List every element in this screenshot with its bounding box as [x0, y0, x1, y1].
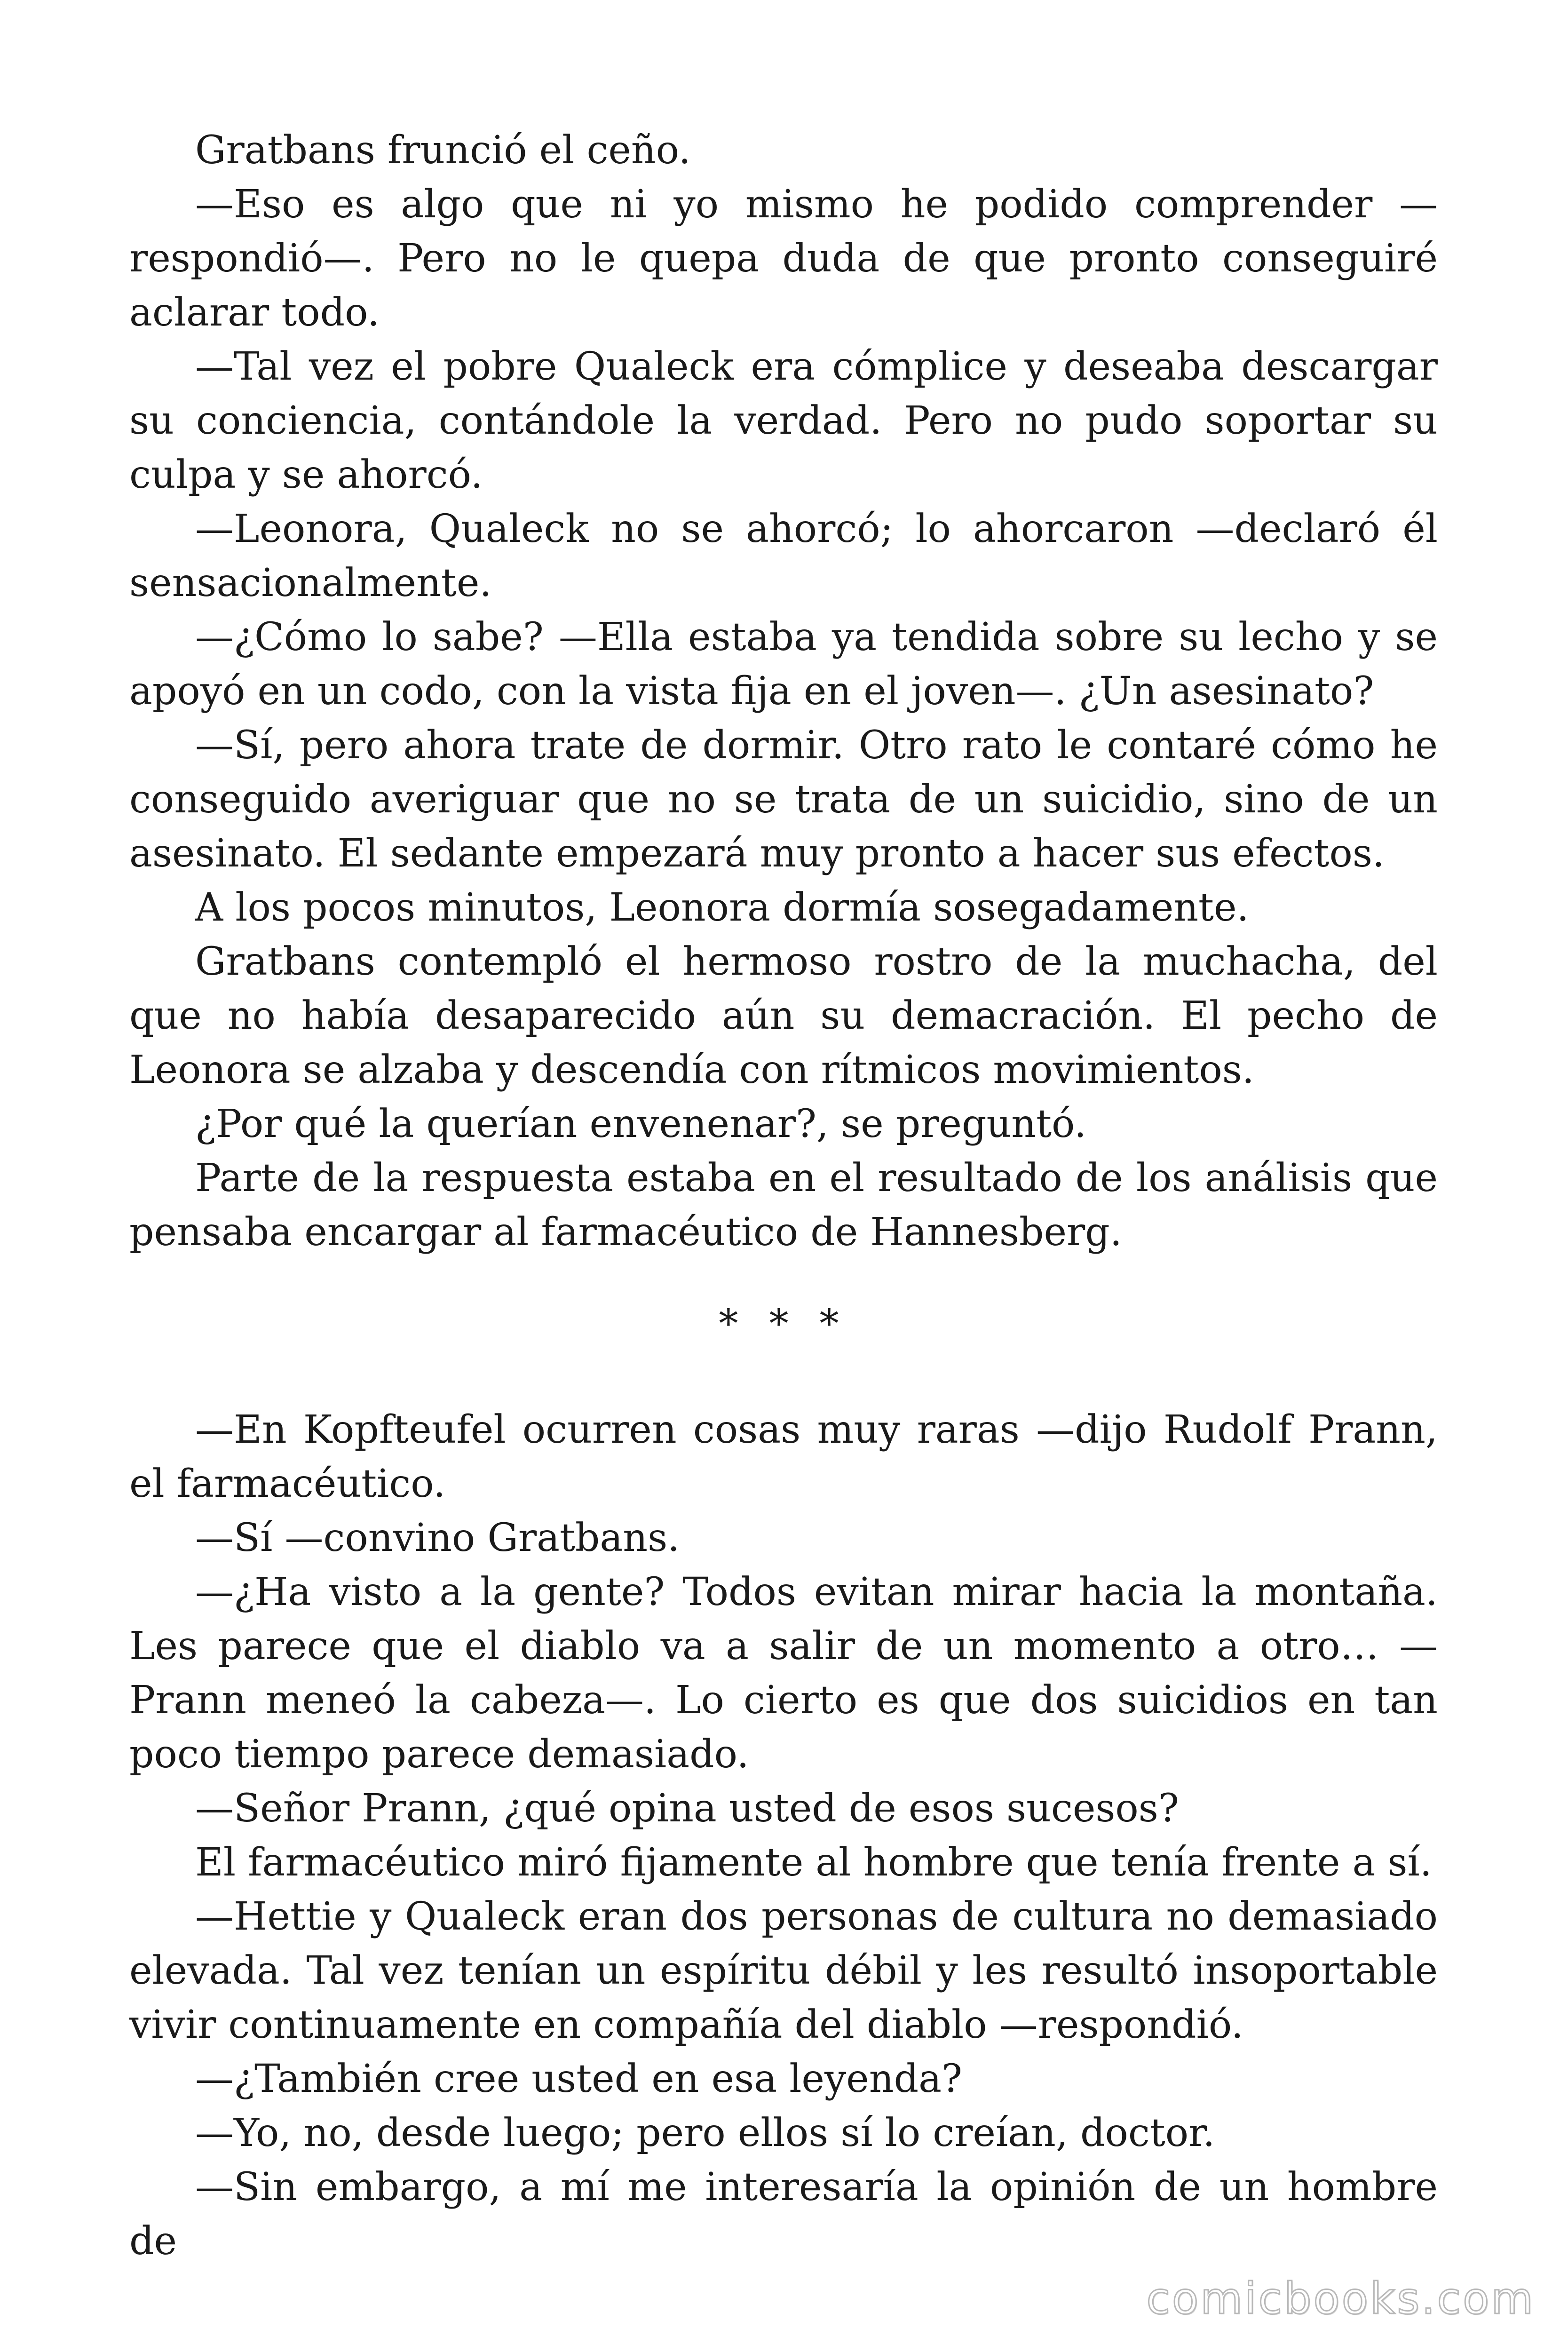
paragraph: —Eso es algo que ni yo mismo he podido comprender —respondió—. Pero no le quepa duda de que pronto conseguiré aclarar todo. — [129, 182, 1438, 335]
paragraph: Gratbans contempló el hermoso rostro de la muchacha, del que no había desaparecido aún su demacración. El pecho de Leonora se alzaba y descendía con rítmicos movimientos. — [129, 939, 1438, 1092]
watermark: comicbooks.com — [1146, 2273, 1535, 2324]
paragraph: —Yo, no, desde luego; pero ellos sí lo creían, doctor. — [195, 2111, 1215, 2155]
section-break: * * * — [719, 1302, 848, 1346]
paragraph: —Leonora, Qualeck no se ahorcó; lo ahorcaron —declaró él sensacionalmente. — [129, 507, 1438, 605]
paragraph: —Sí —convino Gratbans. — [195, 1516, 680, 1560]
paragraph: —Sin embargo, a mí me interesaría la opinión de un hombre de — [129, 2165, 1438, 2264]
book-page — [129, 123, 1438, 2268]
paragraph: —Tal vez el pobre Qualeck era cómplice y deseaba descargar su conciencia, contándole la verdad. Pero no pudo soportar su culpa y se ahorcó. — [129, 344, 1438, 497]
paragraph: Gratbans frunció el ceño. — [195, 128, 691, 173]
paragraph: —Hettie y Qualeck eran dos personas de cultura no demasiado elevada. Tal vez tenían un espíritu débil y les resultó insoportable vivir continuamente en compañía del diablo —respondió. — [129, 1894, 1438, 2047]
paragraph: —Sí, pero ahora trate de dormir. Otro rato le contaré cómo he conseguido averiguar que no se trata de un suicidio, sino de un asesinato. El sedante empezará muy pronto a hacer sus efectos. — [129, 723, 1438, 876]
paragraph: Parte de la respuesta estaba en el resultado de los análisis que pensaba encargar al farmacéutico de Hannesberg. — [129, 1156, 1438, 1255]
paragraph: —¿También cree usted en esa leyenda? — [195, 2057, 962, 2101]
paragraph: —¿Ha visto a la gente? Todos evitan mirar hacia la montaña. Les parece que el diablo va a salir de un momento a otro… —Prann meneó la cabeza—. Lo cierto es que dos suicidios en tan poco tiempo parece demasiado. — [129, 1570, 1438, 1777]
paragraph: ¿Por qué la querían envenenar?, se preguntó. — [195, 1102, 1087, 1146]
paragraph: —En Kopfteufel ocurren cosas muy raras —dijo Rudolf Prann, el farmacéutico. — [129, 1407, 1438, 1506]
paragraph: A los pocos minutos, Leonora dormía sosegadamente. — [195, 885, 1249, 930]
paragraph: —¿Cómo lo sabe? —Ella estaba ya tendida sobre su lecho y se apoyó en un codo, con la vista fija en el joven—. ¿Un asesinato? — [129, 615, 1438, 714]
paragraph: —Señor Prann, ¿qué opina usted de esos sucesos? — [195, 1786, 1179, 1831]
paragraph: El farmacéutico miró fijamente al hombre que tenía frente a sí. — [195, 1840, 1432, 1885]
